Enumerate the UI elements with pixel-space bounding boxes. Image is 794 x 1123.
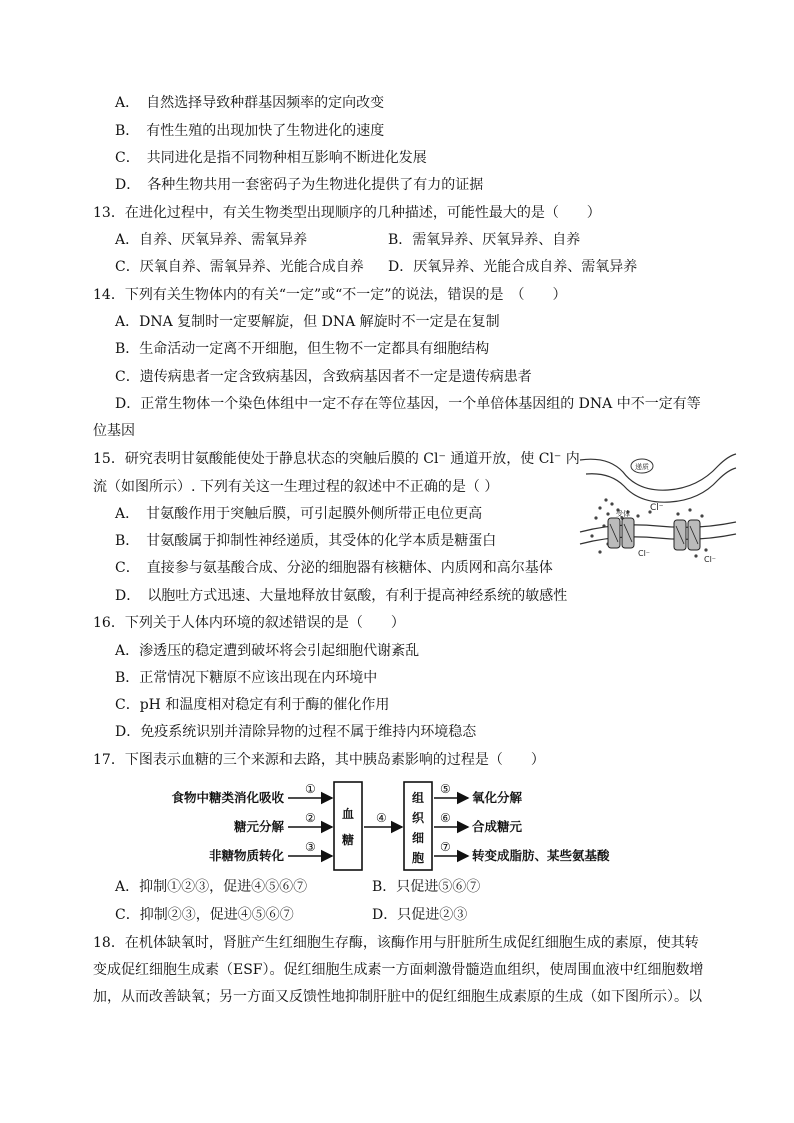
blood-sugar-char-2: 糖 bbox=[341, 833, 355, 847]
q13-option-d: D．厌氧异养、光能合成自养、需氧异养 bbox=[388, 259, 638, 275]
q13-option-c: C．厌氧自养、需氧异养、光能合成自养 bbox=[115, 259, 364, 275]
q12-option-c: C． 共同进化是指不同物种相互影响不断进化发展 bbox=[115, 150, 427, 166]
q18-line1: 18．在机体缺氧时，肾脏产生红细胞生存酶，该酶作用与肝脏所生成促红细胞生成的素原，使其转 bbox=[93, 935, 699, 951]
output-glycogen-label: 合成糖元 bbox=[472, 819, 523, 834]
tissue-char-1: 组 bbox=[411, 791, 425, 805]
q17-option-d: D．只促进②③ bbox=[372, 907, 468, 923]
blood-sugar-char-1: 血 bbox=[341, 807, 355, 821]
vesicle-label: 递质 bbox=[635, 463, 649, 471]
q13-stem: 13．在进化过程中，有关生物类型出现顺序的几种描述，可能性最大的是（ ） bbox=[93, 205, 601, 221]
q12-option-d: D． 各种生物共用一套密码子为生物进化提供了有力的证据 bbox=[115, 177, 484, 193]
q15-stem-line2: 流（如图所示）. 下列有关这一生理过程的叙述中不正确的是（ ） bbox=[93, 479, 499, 495]
q12-option-a: A． 自然选择导致种群基因频率的定向改变 bbox=[115, 95, 385, 111]
synapse-figure bbox=[578, 452, 738, 570]
output-oxidation-label: 氧化分解 bbox=[472, 790, 523, 805]
source-num-2: ② bbox=[305, 811, 316, 825]
chloride-ion-label-3: Cl⁻ bbox=[704, 555, 717, 564]
output-num-7: ⑦ bbox=[440, 840, 451, 854]
q14-option-a: A．DNA 复制时一定要解旋，但 DNA 解旋时不一定是在复制 bbox=[115, 314, 500, 330]
q17-option-b: B．只促进⑤⑥⑦ bbox=[372, 879, 481, 895]
q16-option-b: B．正常情况下糖原不应该出现在内环境中 bbox=[115, 670, 378, 686]
q13-option-a: A．自养、厌氧异养、需氧异养 bbox=[115, 232, 308, 248]
chloride-ion-label: Cl⁻ bbox=[650, 503, 664, 513]
source-glycogen-label: 糖元分解 bbox=[233, 819, 284, 834]
q15-option-a: A． 甘氨酸作用于突触后膜，可引起膜外侧所带正电位更高 bbox=[115, 506, 483, 522]
receptor-label: 受体 bbox=[616, 510, 630, 518]
blood-sugar-diagram bbox=[150, 778, 650, 874]
q18-line2: 变成促红细胞生成素（ESF）。促红细胞生成素一方面刺激骨髓造血组织，使周围血液中红细胞数增 bbox=[93, 962, 704, 978]
middle-num-4: ④ bbox=[376, 811, 387, 825]
source-num-1: ① bbox=[305, 782, 316, 796]
q16-option-a: A．渗透压的稳定遭到破坏将会引起细胞代谢紊乱 bbox=[115, 643, 420, 659]
q14-stem: 14．下列有关生物体内的有关“一定”或“不一定”的说法，错误的是 （ ） bbox=[93, 287, 567, 303]
q17-option-a: A．抑制①②③，促进④⑤⑥⑦ bbox=[115, 879, 308, 895]
tissue-char-4: 胞 bbox=[411, 851, 425, 865]
q16-option-c: C．pH 和温度相对稳定有利于酶的催化作用 bbox=[115, 697, 390, 713]
source-nonsugar-label: 非糖物质转化 bbox=[208, 848, 284, 863]
tissue-char-3: 细 bbox=[411, 831, 425, 845]
q18-line3: 加，从而改善缺氧；另一方面又反馈性地抑制肝脏中的促红细胞生成素原的生成（如下图所示）。以 bbox=[93, 989, 702, 1005]
q14-option-b: B．生命活动一定离不开细胞，但生物不一定都具有细胞结构 bbox=[115, 341, 490, 357]
q15-option-c: C． 直接参与氨基酸合成、分泌的细胞器有核糖体、内质网和高尔基体 bbox=[115, 560, 553, 576]
source-food-label: 食物中糖类消化吸收 bbox=[171, 790, 284, 805]
output-fat-label: 转变成脂肪、某些氨基酸 bbox=[472, 848, 610, 863]
chloride-ion-label-2: Cl⁻ bbox=[638, 549, 651, 558]
q14-option-c: C．遗传病患者一定含致病基因，含致病基因者不一定是遗传病患者 bbox=[115, 369, 532, 385]
q15-stem-line1: 15．研究表明甘氨酸能使处于静息状态的突触后膜的 Cl⁻ 通道开放，使 Cl⁻ 内 bbox=[93, 451, 580, 467]
q16-option-d: D．免疫系统识别并清除异物的过程不属于维持内环境稳态 bbox=[115, 724, 477, 740]
q16-stem: 16．下列关于人体内环境的叙述错误的是（ ） bbox=[93, 615, 405, 631]
q12-option-b: B． 有性生殖的出现加快了生物进化的速度 bbox=[115, 123, 385, 139]
q14-option-d-cont: 位基因 bbox=[93, 423, 135, 439]
blood-sugar-box bbox=[334, 782, 362, 870]
q13-option-b: B．需氧异养、厌氧异养、自养 bbox=[388, 232, 581, 248]
q17-stem: 17．下图表示血糖的三个来源和去路，其中胰岛素影响的过程是（ ） bbox=[93, 752, 545, 768]
output-num-5: ⑤ bbox=[440, 782, 451, 796]
q15-option-b: B． 甘氨酸属于抑制性神经递质，其受体的化学本质是糖蛋白 bbox=[115, 533, 497, 549]
q17-option-c: C．抑制②③，促进④⑤⑥⑦ bbox=[115, 907, 294, 923]
q14-option-d: D．正常生物体一个染色体组中一定不存在等位基因，一个单倍体基因组的 DNA 中不一定有等 bbox=[115, 396, 701, 412]
tissue-char-2: 织 bbox=[411, 811, 425, 825]
source-num-3: ③ bbox=[305, 840, 316, 854]
output-num-6: ⑥ bbox=[440, 811, 451, 825]
q15-option-d: D． 以胞吐方式迅速、大量地释放甘氨酸，有利于提高神经系统的敏感性 bbox=[115, 588, 568, 604]
